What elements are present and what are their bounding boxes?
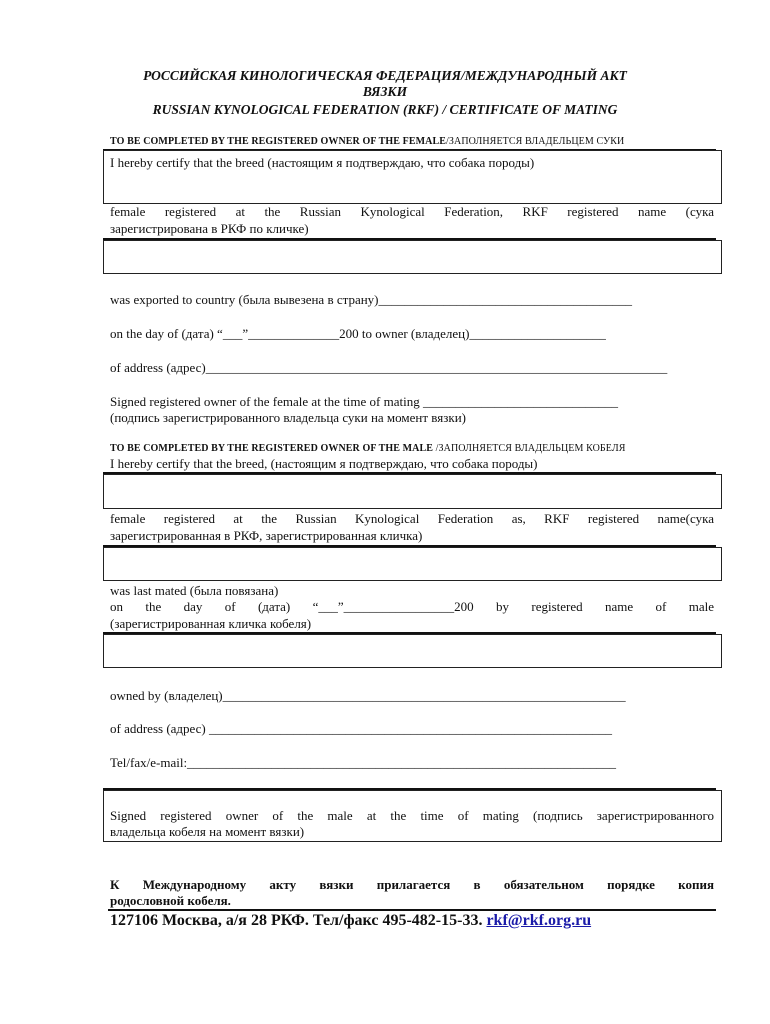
male-breed-box[interactable] [103, 474, 722, 509]
male-registered-line2: зарегистрированная в РКФ, зарегистрированная кличка) [110, 528, 423, 543]
document-title-ru: РОССИЙСКАЯ КИНОЛОГИЧЕСКАЯ ФЕДЕРАЦИЯ/МЕЖДУНАРОДНЫЙ АКТ [143, 68, 627, 83]
male-signature-box[interactable] [103, 790, 722, 842]
male-contact-field[interactable]: Tel/fax/e-mail:__________________________________________________________________ [110, 755, 617, 770]
male-certify-breed-label: I hereby certify that the breed, (настоящим я подтверждаю, что собака породы) [110, 456, 538, 471]
female-address-field[interactable]: of address (адрес)_______________________________________________________________________ [110, 360, 668, 375]
footer-address [110, 912, 591, 930]
male-date-name-field[interactable]: on the day of (дата) “___”_________________200 by registered name of male [110, 599, 714, 614]
footer-address-text: 127106 Москва, а/я 28 РКФ. Тел/факс 495-482-15-33. [110, 912, 487, 929]
female-registered-line1: female registered at the Russian Kynological Federation, RKF registered name (сука [110, 204, 714, 219]
male-signature-line1: Signed registered owner of the male at the time of mating (подпись зарегистрированного [110, 808, 714, 823]
female-heading-en: TO BE COMPLETED BY THE REGISTERED OWNER OF THE FEMALE [110, 136, 447, 147]
female-signature-note: (подпись зарегистрированного владельца суки на момент вязки) [110, 410, 466, 425]
footer-note-line1: К Международному акту вязки прилагается в обязательном порядке копия [110, 877, 714, 892]
male-registered-name-field[interactable] [103, 634, 722, 668]
document-title-ru-cont: ВЯЗКИ [362, 84, 408, 99]
male-owner-field[interactable]: owned by (владелец)______________________________________________________________ [110, 688, 626, 703]
female-certify-breed-label: I hereby certify that the breed (настоящим я подтверждаю, что собака породы) [110, 155, 535, 170]
footer-email-link[interactable]: rkf@rkf.org.ru [486, 912, 592, 929]
male-signature-line2: владельца кобеля на момент вязки) [110, 824, 305, 839]
female-breed-box[interactable] [103, 150, 722, 204]
document-title-en: RUSSIAN KYNOLOGICAL FEDERATION (RKF) / CERTIFICATE OF MATING [152, 102, 618, 117]
male-registered-line1: female registered at the Russian Kynological Federation as, RKF registered name(сука [110, 511, 714, 526]
female-date-owner-field[interactable]: on the day of (дата) “___”______________200 to owner (владелец)_____________________ [110, 326, 606, 341]
female-section-heading [110, 136, 624, 147]
female-registered-name-field[interactable] [103, 240, 722, 274]
female-registered-name-field-male-section[interactable] [103, 547, 722, 581]
male-section-heading [110, 443, 625, 454]
divider [108, 909, 716, 911]
male-heading-ru: /ЗАПОЛНЯЕТСЯ ВЛАДЕЛЬЦЕМ КОБЕЛЯ [435, 443, 626, 454]
male-heading-en: TO BE COMPLETED BY THE REGISTERED OWNER OF THE MALE [110, 443, 436, 454]
footer-note-line2: родословной кобеля. [110, 893, 231, 908]
male-address-field[interactable]: of address (адрес) ______________________________________________________________ [110, 721, 612, 736]
female-exported-field[interactable]: was exported to country (была вывезена в страну)_______________________________________ [110, 292, 633, 307]
female-registered-line2: зарегистрирована в РКФ по кличке) [110, 221, 309, 236]
female-signature-field[interactable]: Signed registered owner of the female at the time of mating ______________________________ [110, 394, 618, 409]
male-name-note: (зарегистрированная кличка кобеля) [110, 616, 312, 631]
female-heading-ru: /ЗАПОЛНЯЕТСЯ ВЛАДЕЛЬЦЕМ СУКИ [446, 136, 625, 147]
male-last-mated-label: was last mated (была повязана) [110, 583, 279, 598]
